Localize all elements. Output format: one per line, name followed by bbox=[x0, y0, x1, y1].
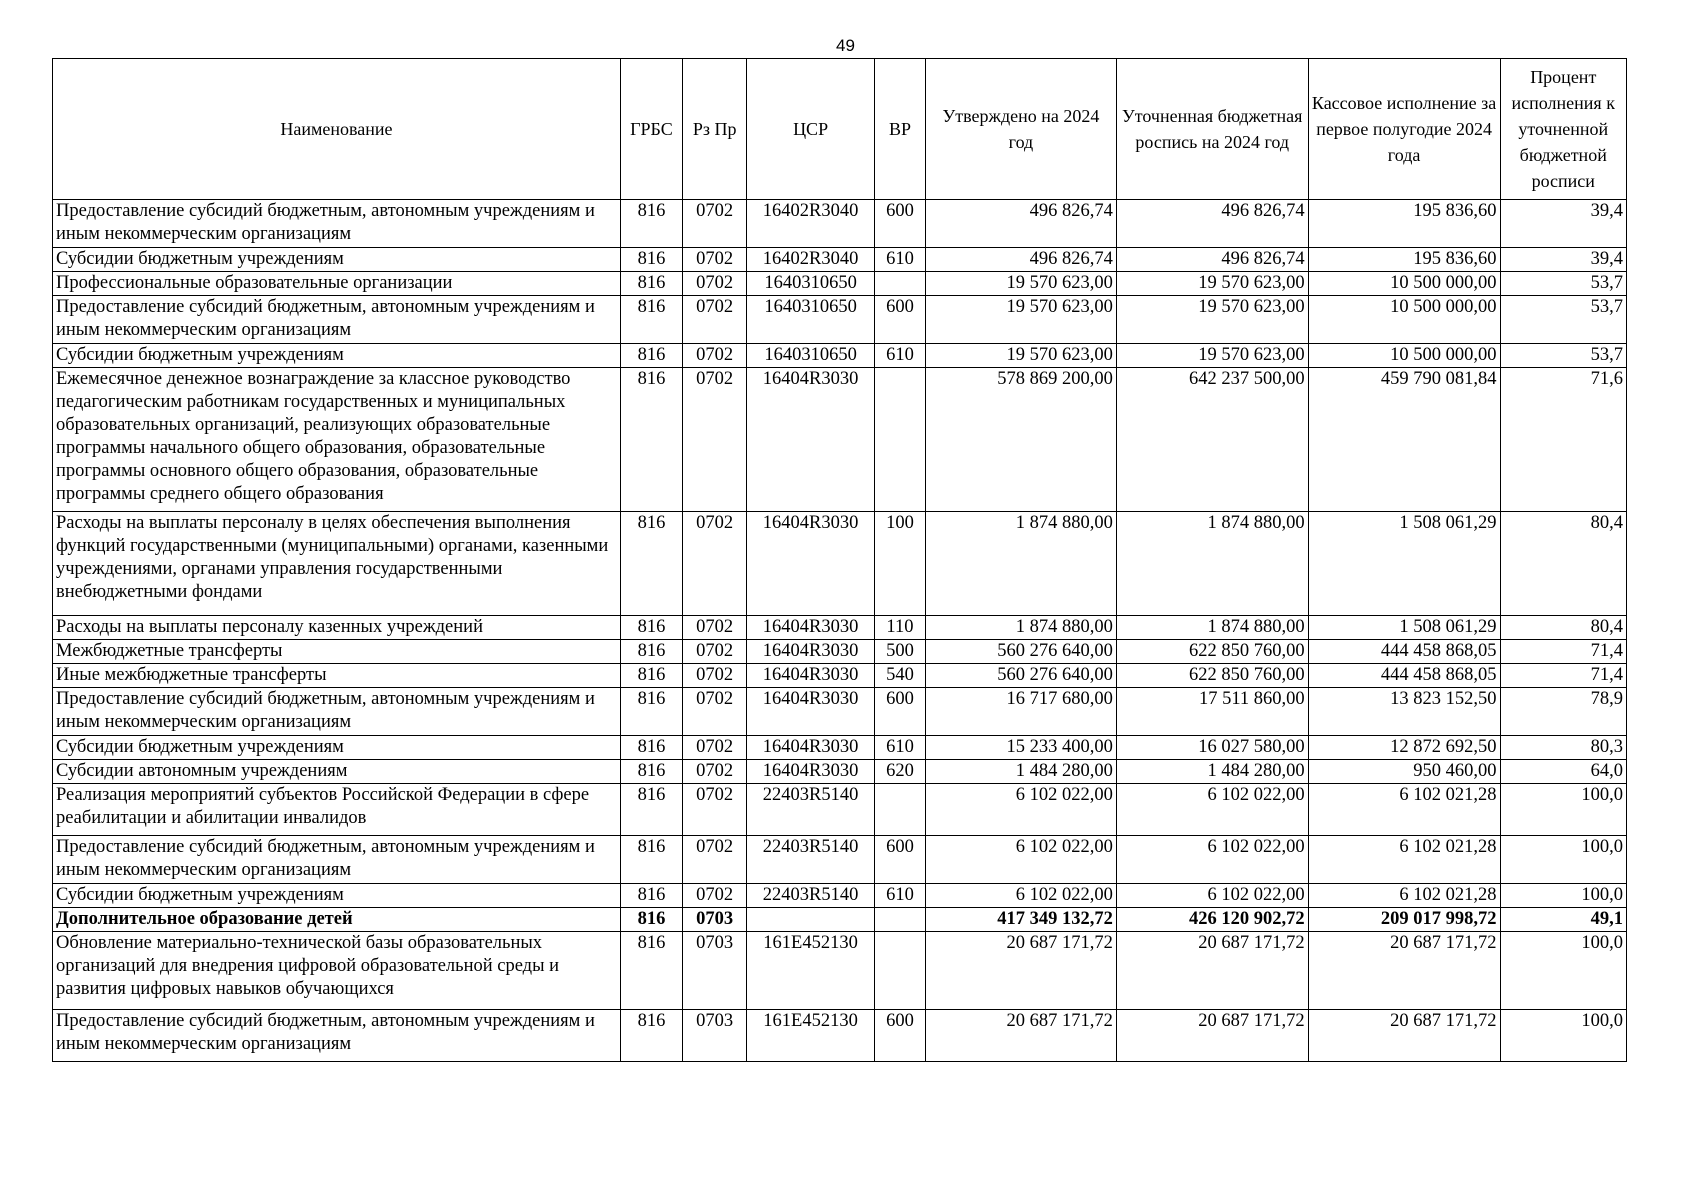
row-approved-cell: 1 484 280,00 bbox=[926, 760, 1117, 784]
row-cash-cell: 6 102 021,28 bbox=[1308, 836, 1500, 884]
row-percent-cell: 100,0 bbox=[1500, 932, 1627, 1010]
row-rzpr-cell: 0702 bbox=[683, 760, 747, 784]
table-row bbox=[53, 616, 1627, 640]
table-row bbox=[53, 512, 1627, 616]
row-vr-cell: 600 bbox=[874, 200, 925, 248]
row-rzpr-cell: 0702 bbox=[683, 784, 747, 836]
row-name-cell: Субсидии бюджетным учреждениям bbox=[53, 884, 621, 908]
row-vr-cell bbox=[874, 368, 925, 512]
row-csr-cell: 16402R3040 bbox=[747, 200, 875, 248]
table-row bbox=[53, 760, 1627, 784]
table-row bbox=[53, 272, 1627, 296]
row-percent-cell: 39,4 bbox=[1500, 200, 1627, 248]
row-refined-cell: 6 102 022,00 bbox=[1116, 784, 1308, 836]
row-approved-cell: 578 869 200,00 bbox=[926, 368, 1117, 512]
row-refined-cell: 426 120 902,72 bbox=[1116, 908, 1308, 932]
table-row bbox=[53, 688, 1627, 736]
row-csr-cell: 1640310650 bbox=[747, 296, 875, 344]
row-cash-cell: 195 836,60 bbox=[1308, 248, 1500, 272]
row-rzpr-cell: 0702 bbox=[683, 368, 747, 512]
row-rzpr-cell: 0702 bbox=[683, 736, 747, 760]
header-cash: Кассовое исполнение за первое полугодие 2024 года bbox=[1308, 59, 1500, 200]
row-grbs-cell: 816 bbox=[620, 836, 682, 884]
row-vr-cell: 110 bbox=[874, 616, 925, 640]
row-name-cell: Предоставление субсидий бюджетным, автономным учреждениям и иным некоммерческим организациям bbox=[53, 200, 621, 248]
row-grbs-cell: 816 bbox=[620, 1010, 682, 1062]
row-rzpr-cell: 0702 bbox=[683, 296, 747, 344]
row-grbs-cell: 816 bbox=[620, 640, 682, 664]
row-grbs-cell: 816 bbox=[620, 296, 682, 344]
row-cash-cell: 444 458 868,05 bbox=[1308, 664, 1500, 688]
row-approved-cell: 6 102 022,00 bbox=[926, 836, 1117, 884]
row-name-cell: Межбюджетные трансферты bbox=[53, 640, 621, 664]
row-vr-cell: 600 bbox=[874, 836, 925, 884]
row-grbs-cell: 816 bbox=[620, 200, 682, 248]
header-grbs: ГРБС bbox=[620, 59, 682, 200]
row-name-cell: Предоставление субсидий бюджетным, автономным учреждениям и иным некоммерческим организациям bbox=[53, 688, 621, 736]
row-csr-cell bbox=[747, 908, 875, 932]
row-cash-cell: 13 823 152,50 bbox=[1308, 688, 1500, 736]
row-refined-cell: 19 570 623,00 bbox=[1116, 296, 1308, 344]
row-refined-cell: 496 826,74 bbox=[1116, 248, 1308, 272]
row-cash-cell: 10 500 000,00 bbox=[1308, 296, 1500, 344]
row-refined-cell: 17 511 860,00 bbox=[1116, 688, 1308, 736]
row-csr-cell: 16404R3030 bbox=[747, 664, 875, 688]
row-cash-cell: 444 458 868,05 bbox=[1308, 640, 1500, 664]
row-csr-cell: 16404R3030 bbox=[747, 616, 875, 640]
row-grbs-cell: 816 bbox=[620, 664, 682, 688]
header-percent: Процент исполнения к уточненной бюджетной росписи bbox=[1500, 59, 1627, 200]
row-name-cell: Реализация мероприятий субъектов Российской Федерации в сфере реабилитации и абилитации инвалидов bbox=[53, 784, 621, 836]
table-row bbox=[53, 836, 1627, 884]
table-row bbox=[53, 784, 1627, 836]
row-rzpr-cell: 0703 bbox=[683, 1010, 747, 1062]
row-name-cell: Предоставление субсидий бюджетным, автономным учреждениям и иным некоммерческим организациям bbox=[53, 1010, 621, 1062]
row-vr-cell: 610 bbox=[874, 736, 925, 760]
row-name-cell: Ежемесячное денежное вознаграждение за классное руководство педагогическим работникам государственных и муниципальных образовательных организаций, реализующих образовательные программы начального общего образования, образовательные программы основного общего образования, образовательные программы среднего общего образования bbox=[53, 368, 621, 512]
row-name-cell: Предоставление субсидий бюджетным, автономным учреждениям и иным некоммерческим организациям bbox=[53, 296, 621, 344]
row-approved-cell: 20 687 171,72 bbox=[926, 932, 1117, 1010]
table-row bbox=[53, 884, 1627, 908]
row-cash-cell: 950 460,00 bbox=[1308, 760, 1500, 784]
table-row bbox=[53, 1010, 1627, 1062]
row-cash-cell: 20 687 171,72 bbox=[1308, 932, 1500, 1010]
row-vr-cell bbox=[874, 932, 925, 1010]
row-percent-cell: 100,0 bbox=[1500, 1010, 1627, 1062]
row-approved-cell: 19 570 623,00 bbox=[926, 296, 1117, 344]
row-grbs-cell: 816 bbox=[620, 736, 682, 760]
row-refined-cell: 622 850 760,00 bbox=[1116, 664, 1308, 688]
row-approved-cell: 6 102 022,00 bbox=[926, 784, 1117, 836]
row-cash-cell: 10 500 000,00 bbox=[1308, 272, 1500, 296]
row-cash-cell: 1 508 061,29 bbox=[1308, 512, 1500, 616]
row-vr-cell: 610 bbox=[874, 884, 925, 908]
row-cash-cell: 209 017 998,72 bbox=[1308, 908, 1500, 932]
row-approved-cell: 560 276 640,00 bbox=[926, 664, 1117, 688]
row-approved-cell: 16 717 680,00 bbox=[926, 688, 1117, 736]
row-csr-cell: 22403R5140 bbox=[747, 784, 875, 836]
row-percent-cell: 78,9 bbox=[1500, 688, 1627, 736]
row-percent-cell: 71,4 bbox=[1500, 640, 1627, 664]
row-cash-cell: 459 790 081,84 bbox=[1308, 368, 1500, 512]
row-approved-cell: 19 570 623,00 bbox=[926, 272, 1117, 296]
row-cash-cell: 6 102 021,28 bbox=[1308, 784, 1500, 836]
table-row bbox=[53, 368, 1627, 512]
row-refined-cell: 1 484 280,00 bbox=[1116, 760, 1308, 784]
header-row bbox=[53, 59, 1627, 200]
row-rzpr-cell: 0702 bbox=[683, 344, 747, 368]
row-vr-cell bbox=[874, 908, 925, 932]
row-refined-cell: 1 874 880,00 bbox=[1116, 616, 1308, 640]
row-percent-cell: 53,7 bbox=[1500, 272, 1627, 296]
row-percent-cell: 80,4 bbox=[1500, 512, 1627, 616]
row-grbs-cell: 816 bbox=[620, 248, 682, 272]
budget-table bbox=[52, 58, 1627, 1062]
row-approved-cell: 1 874 880,00 bbox=[926, 512, 1117, 616]
row-name-cell: Расходы на выплаты персоналу казенных учреждений bbox=[53, 616, 621, 640]
table-row bbox=[53, 344, 1627, 368]
table-body bbox=[53, 200, 1627, 1062]
table-row bbox=[53, 200, 1627, 248]
row-name-cell: Субсидии бюджетным учреждениям bbox=[53, 736, 621, 760]
row-percent-cell: 80,4 bbox=[1500, 616, 1627, 640]
row-csr-cell: 161E452130 bbox=[747, 1010, 875, 1062]
row-vr-cell: 610 bbox=[874, 344, 925, 368]
row-name-cell: Субсидии бюджетным учреждениям bbox=[53, 248, 621, 272]
row-approved-cell: 6 102 022,00 bbox=[926, 884, 1117, 908]
row-rzpr-cell: 0702 bbox=[683, 200, 747, 248]
row-rzpr-cell: 0702 bbox=[683, 512, 747, 616]
row-percent-cell: 71,6 bbox=[1500, 368, 1627, 512]
row-refined-cell: 20 687 171,72 bbox=[1116, 932, 1308, 1010]
row-grbs-cell: 816 bbox=[620, 908, 682, 932]
row-rzpr-cell: 0703 bbox=[683, 932, 747, 1010]
row-percent-cell: 64,0 bbox=[1500, 760, 1627, 784]
table-row bbox=[53, 664, 1627, 688]
row-cash-cell: 195 836,60 bbox=[1308, 200, 1500, 248]
row-rzpr-cell: 0702 bbox=[683, 640, 747, 664]
row-rzpr-cell: 0702 bbox=[683, 616, 747, 640]
table-row bbox=[53, 248, 1627, 272]
row-csr-cell: 22403R5140 bbox=[747, 884, 875, 908]
row-percent-cell: 80,3 bbox=[1500, 736, 1627, 760]
row-name-cell: Иные межбюджетные трансферты bbox=[53, 664, 621, 688]
row-grbs-cell: 816 bbox=[620, 932, 682, 1010]
row-refined-cell: 6 102 022,00 bbox=[1116, 884, 1308, 908]
row-vr-cell bbox=[874, 784, 925, 836]
row-vr-cell: 610 bbox=[874, 248, 925, 272]
table-row bbox=[53, 908, 1627, 932]
row-name-cell: Предоставление субсидий бюджетным, автономным учреждениям и иным некоммерческим организациям bbox=[53, 836, 621, 884]
row-percent-cell: 49,1 bbox=[1500, 908, 1627, 932]
table-row bbox=[53, 932, 1627, 1010]
row-cash-cell: 10 500 000,00 bbox=[1308, 344, 1500, 368]
row-percent-cell: 100,0 bbox=[1500, 836, 1627, 884]
page-number: 49 bbox=[836, 36, 855, 55]
row-refined-cell: 16 027 580,00 bbox=[1116, 736, 1308, 760]
row-name-cell: Обновление материально-технической базы образовательных организаций для внедрения цифровой образовательной среды и развития цифровых навыков обучающихся bbox=[53, 932, 621, 1010]
row-percent-cell: 53,7 bbox=[1500, 296, 1627, 344]
table-row bbox=[53, 296, 1627, 344]
row-vr-cell: 540 bbox=[874, 664, 925, 688]
header-rzpr: Рз Пр bbox=[683, 59, 747, 200]
table-row bbox=[53, 640, 1627, 664]
row-approved-cell: 417 349 132,72 bbox=[926, 908, 1117, 932]
row-grbs-cell: 816 bbox=[620, 884, 682, 908]
row-refined-cell: 622 850 760,00 bbox=[1116, 640, 1308, 664]
row-grbs-cell: 816 bbox=[620, 784, 682, 836]
row-csr-cell: 16404R3030 bbox=[747, 640, 875, 664]
row-grbs-cell: 816 bbox=[620, 368, 682, 512]
row-cash-cell: 1 508 061,29 bbox=[1308, 616, 1500, 640]
row-vr-cell: 620 bbox=[874, 760, 925, 784]
row-refined-cell: 1 874 880,00 bbox=[1116, 512, 1308, 616]
row-name-cell: Субсидии автономным учреждениям bbox=[53, 760, 621, 784]
row-rzpr-cell: 0703 bbox=[683, 908, 747, 932]
header-refined: Уточненная бюджетная роспись на 2024 год bbox=[1116, 59, 1308, 200]
row-approved-cell: 496 826,74 bbox=[926, 200, 1117, 248]
row-percent-cell: 53,7 bbox=[1500, 344, 1627, 368]
row-vr-cell: 600 bbox=[874, 688, 925, 736]
row-grbs-cell: 816 bbox=[620, 272, 682, 296]
row-csr-cell: 161E452130 bbox=[747, 932, 875, 1010]
row-approved-cell: 20 687 171,72 bbox=[926, 1010, 1117, 1062]
row-csr-cell: 16404R3030 bbox=[747, 760, 875, 784]
row-name-cell: Профессиональные образовательные организации bbox=[53, 272, 621, 296]
row-grbs-cell: 816 bbox=[620, 688, 682, 736]
header-vr: ВР bbox=[874, 59, 925, 200]
row-vr-cell: 600 bbox=[874, 296, 925, 344]
row-refined-cell: 6 102 022,00 bbox=[1116, 836, 1308, 884]
row-percent-cell: 39,4 bbox=[1500, 248, 1627, 272]
row-percent-cell: 71,4 bbox=[1500, 664, 1627, 688]
row-name-cell: Расходы на выплаты персоналу в целях обеспечения выполнения функций государственными (муниципальными) органами, казенными учреждениями, органами управления государственными внебюджетными фондами bbox=[53, 512, 621, 616]
table-row bbox=[53, 736, 1627, 760]
row-csr-cell: 16404R3030 bbox=[747, 368, 875, 512]
header-approved: Утверждено на 2024 год bbox=[926, 59, 1117, 200]
row-name-cell: Дополнительное образование детей bbox=[53, 908, 621, 932]
row-vr-cell: 100 bbox=[874, 512, 925, 616]
row-refined-cell: 20 687 171,72 bbox=[1116, 1010, 1308, 1062]
row-cash-cell: 12 872 692,50 bbox=[1308, 736, 1500, 760]
row-csr-cell: 22403R5140 bbox=[747, 836, 875, 884]
row-approved-cell: 560 276 640,00 bbox=[926, 640, 1117, 664]
row-rzpr-cell: 0702 bbox=[683, 836, 747, 884]
row-refined-cell: 496 826,74 bbox=[1116, 200, 1308, 248]
row-cash-cell: 20 687 171,72 bbox=[1308, 1010, 1500, 1062]
row-approved-cell: 15 233 400,00 bbox=[926, 736, 1117, 760]
row-name-cell: Субсидии бюджетным учреждениям bbox=[53, 344, 621, 368]
row-grbs-cell: 816 bbox=[620, 760, 682, 784]
row-rzpr-cell: 0702 bbox=[683, 664, 747, 688]
row-approved-cell: 19 570 623,00 bbox=[926, 344, 1117, 368]
row-csr-cell: 1640310650 bbox=[747, 344, 875, 368]
row-rzpr-cell: 0702 bbox=[683, 688, 747, 736]
row-rzpr-cell: 0702 bbox=[683, 884, 747, 908]
header-csr: ЦСР bbox=[747, 59, 875, 200]
row-csr-cell: 16404R3030 bbox=[747, 736, 875, 760]
row-csr-cell: 1640310650 bbox=[747, 272, 875, 296]
row-csr-cell: 16404R3030 bbox=[747, 512, 875, 616]
row-csr-cell: 16402R3040 bbox=[747, 248, 875, 272]
row-vr-cell: 600 bbox=[874, 1010, 925, 1062]
row-grbs-cell: 816 bbox=[620, 344, 682, 368]
row-grbs-cell: 816 bbox=[620, 616, 682, 640]
row-refined-cell: 19 570 623,00 bbox=[1116, 272, 1308, 296]
row-percent-cell: 100,0 bbox=[1500, 884, 1627, 908]
row-vr-cell: 500 bbox=[874, 640, 925, 664]
row-grbs-cell: 816 bbox=[620, 512, 682, 616]
row-refined-cell: 642 237 500,00 bbox=[1116, 368, 1308, 512]
row-percent-cell: 100,0 bbox=[1500, 784, 1627, 836]
row-rzpr-cell: 0702 bbox=[683, 272, 747, 296]
row-cash-cell: 6 102 021,28 bbox=[1308, 884, 1500, 908]
row-vr-cell bbox=[874, 272, 925, 296]
row-refined-cell: 19 570 623,00 bbox=[1116, 344, 1308, 368]
header-name: Наименование bbox=[53, 59, 621, 200]
row-approved-cell: 496 826,74 bbox=[926, 248, 1117, 272]
row-csr-cell: 16404R3030 bbox=[747, 688, 875, 736]
row-rzpr-cell: 0702 bbox=[683, 248, 747, 272]
row-approved-cell: 1 874 880,00 bbox=[926, 616, 1117, 640]
